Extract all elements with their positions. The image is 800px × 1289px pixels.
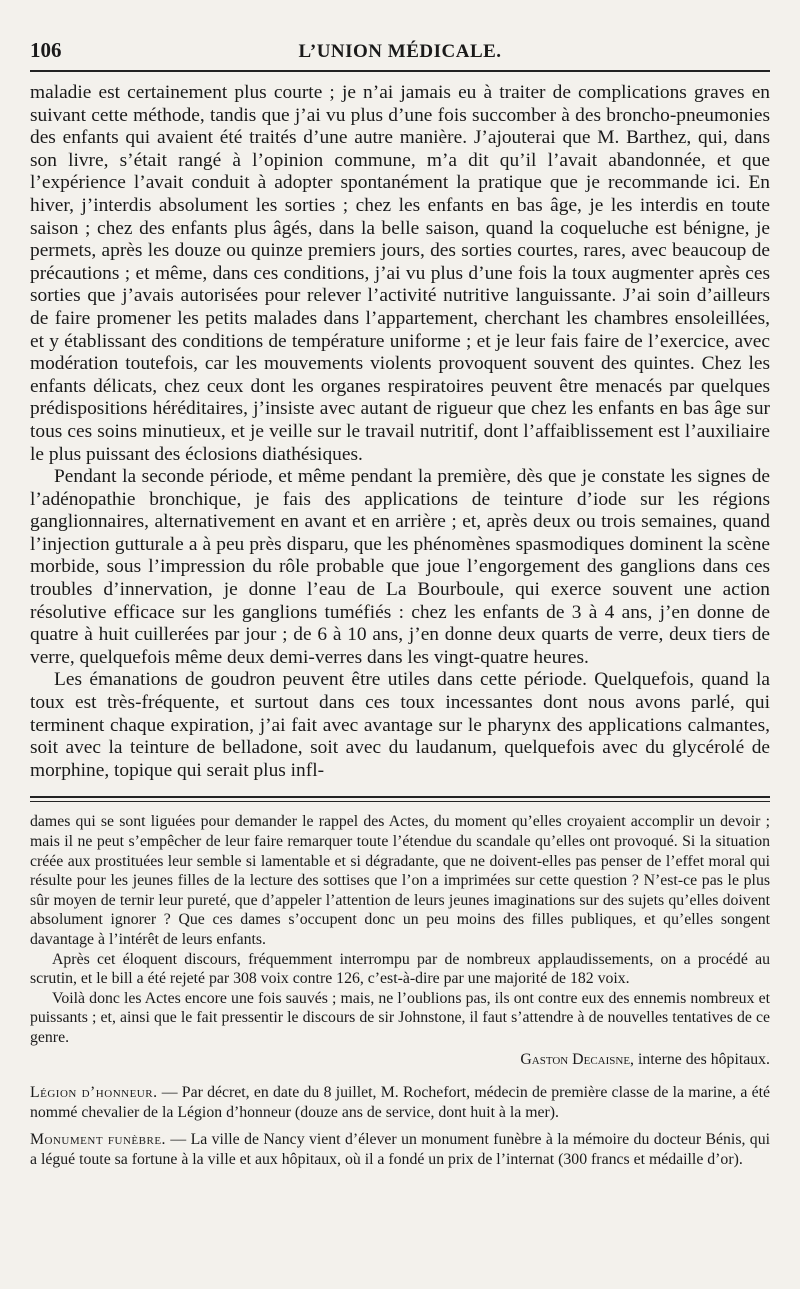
feuilleton-column [30,812,770,1169]
running-title: L’UNION MÉDICALE. [298,41,502,62]
news-item [30,1130,770,1169]
news-heading: Légion d’honneur. [30,1084,158,1102]
page-header [30,38,770,68]
main-paragraph: maladie est certainement plus courte ; je n’ai jamais eu à traiter de complications graves en suivant cette méthode, tandis que j’ai vu plus d’une fois succomber à des broncho-pneumonies des enfants qui avaient été traités d’une autre manière. J’ajouterai que M. Barthez, qui, dans son livre, s’était rangé à l’opinion commune, m’a dit qu’il l’avait abandonnée, et que l’expérience l’avait conduit à adopter spontanément la pratique que je recommande ici. En hiver, j’interdis absolument les sorties ; chez les enfants en bas âge, je les interdis en toute saison ; chez des enfants plus âgés, dans la belle saison, quand la coqueluche est bénigne, je permets, après les douze ou quinze premiers jours, des sorties courtes, rares, avec beaucoup de précautions ; et même, dans ces conditions, j’ai vu plus d’une fois la toux augmenter après ces sorties que j’avais autorisées pour relever l’activité nutritive languissante. J’ai soin d’ailleurs de faire promener les petits malades dans l’appartement, cherchant les chambres ensoleillées, et y établissant des conditions de température uniforme ; et je leur fais faire de l’exercice, avec modération toutefois, car les mouvements violents provoquent souvent des quintes. Chez les enfants délicats, chez ceux dont les organes respiratoires peuvent être menacés par quelques prédispositions héréditaires, j’insiste avec autant de rigueur que chez les enfants en bas âge sur tous ces soins minutieux, et je veille sur le travail nutritif, dont l’affaiblissement est l’auxiliaire le plus puissant des éclosions diathésiques. [30,82,770,465]
author-role: , interne des hôpitaux. [630,1050,770,1068]
news-heading: Monument funèbre. [30,1131,166,1149]
news-section [30,1083,770,1169]
author-name: Gaston Decaisne [520,1050,631,1068]
header-rule [30,70,770,72]
feuilleton-paragraph: Après cet éloquent discours, fréquemment interrompu par de nombreux applaudissements, on a procédé au scrutin, et le bill a été rejeté par 308 voix contre 126, c’est-à-dire par une majorité de 182 voix. [30,950,770,988]
page-number: 106 [30,38,62,62]
news-text: — Par décret, en date du 8 juillet, M. Rochefort, médecin de première classe de la marine, a été nommé chevalier de la Légion d’honneur (douze ans de service, dont huit à la mer). [30,1084,770,1121]
section-divider-thin [30,801,770,802]
section-divider [30,796,770,798]
main-paragraph: Pendant la seconde période, et même pendant la première, dès que je constate les signes de l’adénopathie bronchique, je fais des applications de teinture d’iode sur les régions ganglionnaires, alternativement en avant et en arrière ; et, après deux ou trois semaines, quand l’injection gutturale a à peu près disparu, que les phénomènes spasmodiques dominent la scène morbide, sous l’impression du rôle probable que joue l’engorgement des ganglions dans ces troubles d’innervation, je donne l’eau de La Bourboule, qui exerce souvent une action résolutive efficace sur les ganglions tuméfiés : chez les enfants de 3 à 4 ans, j’en donne de quatre à huit cuillerées par jour ; de 6 à 10 ans, j’en donne deux quarts de verre, deux tiers de verre, quelquefois même deux demi-verres dans les vingt-quatre heures. [30,466,770,668]
main-paragraph: Les émanations de goudron peuvent être utiles dans cette période. Quelquefois, quand la toux est très-fréquente, et surtout dans ces toux incessantes dont nous avons parlé, qui terminent chaque expiration, j’ai fait avec avantage sur le pharynx des applications calmantes, soit avec la teinture de belladone, soit avec du laudanum, quelquefois avec du glycérolé de morphine, topique qui serait plus infl- [30,669,770,781]
feuilleton-paragraph: Voilà donc les Actes encore une fois sauvés ; mais, ne l’oublions pas, ils ont contre eux des ennemis nombreux et puissants ; et, ainsi que le fait pressentir le discours de sir Johnstone, il faut s’attendre à de nouvelles tentatives de ce genre. [30,989,770,1046]
main-article [30,82,770,782]
news-text: — La ville de Nancy vient d’élever un monument funèbre à la mémoire du docteur Bénis, qui a légué toute sa fortune à la ville et aux hôpitaux, où il a fondé un prix de l’internat (300 francs et médaille d’or). [30,1131,770,1168]
author-signature [30,1050,770,1070]
feuilleton-paragraph: dames qui se sont liguées pour demander le rappel des Actes, du moment qu’elles croyaient accomplir un devoir ; mais il ne peut s’empêcher de leur faire remarquer toute l’étendue du scandale qu’elles ont provoqué. Si la situation créée aux prostituées leur semble si lamentable et si dégradante, que ne doivent-elles pas penser de l’effet moral qui résulte pour les jeunes filles de la lecture des sottises que l’on a imprimées sur cette question ? N’est-ce pas le plus sûr moyen de ternir leur pureté, que d’appeler l’attention de leurs jeunes imaginations sur des sujets qu’elles doivent absolument ignorer ? Que ces dames s’occupent donc un peu moins des filles publiques, et qu’elles songent davantage à l’intérêt de leurs enfants. [30,813,770,948]
news-item [30,1083,770,1122]
